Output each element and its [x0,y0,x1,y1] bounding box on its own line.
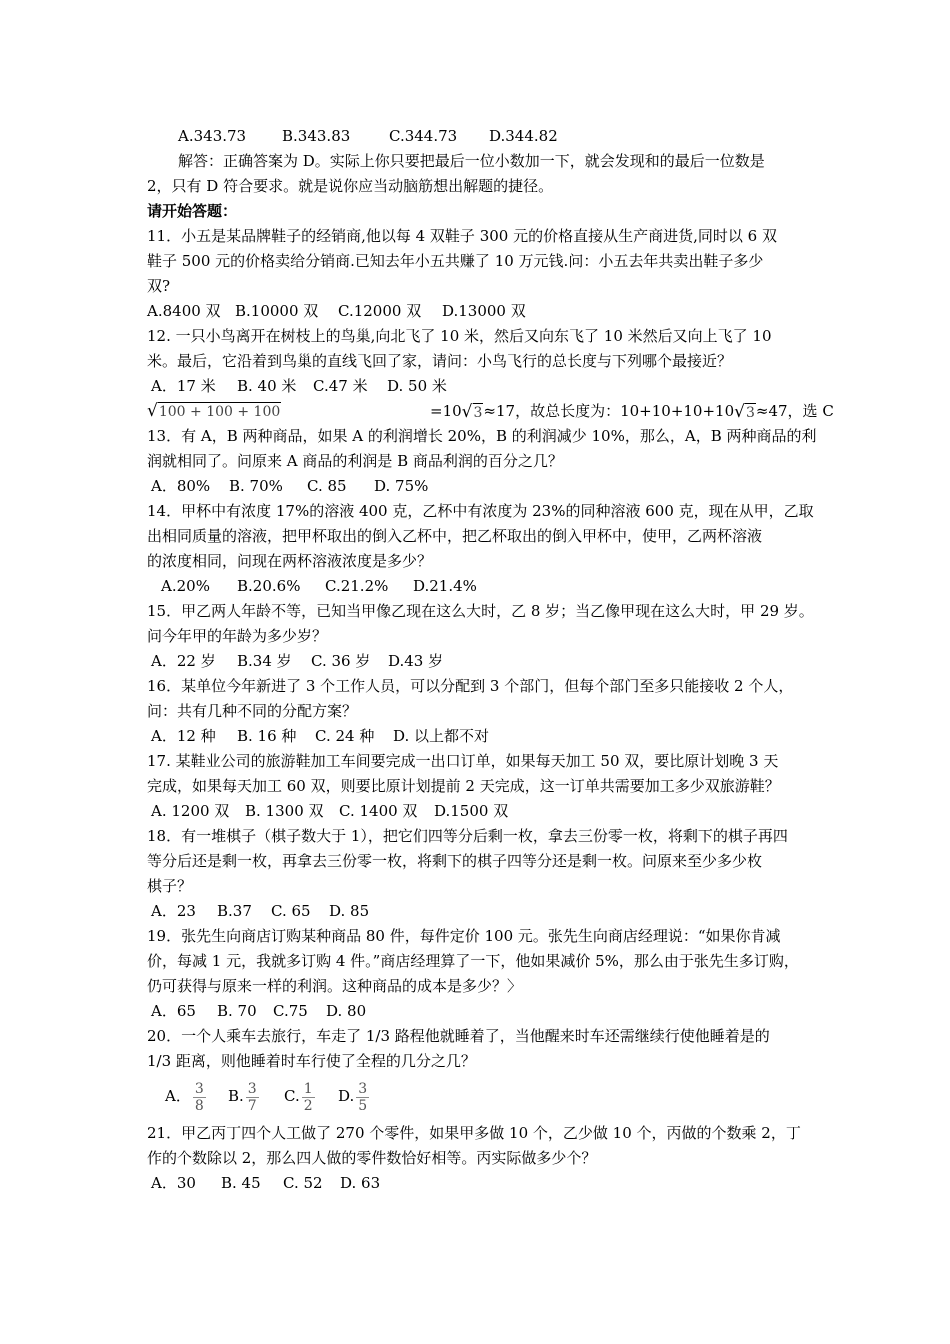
q18-option-a: A．23 [151,902,196,920]
answer-note-line-2: 2，只有 D 符合要求。就是说你应当动脑筋想出解题的捷径。 [147,177,554,195]
q12-solution-part-2: ≈17，故总长度为：10+10+10+10 [483,402,735,420]
q15-option-c: C. 36 岁 [311,652,371,670]
q16-line-1: 16．某单位今年新进了 3 个工作人员，可以分配到 3 个部门，但每个部门至多只能接收 2 个人， [147,677,794,695]
q17-line-1: 17. 某鞋业公司的旅游鞋加工车间要完成一出口订单，如果每天加工 50 双，要比原计划晚 3 天 [147,752,779,770]
q15-option-a: A．22 岁 [151,652,216,670]
q20-option-d [338,1076,371,1116]
q20-option-d-fraction [356,1081,369,1114]
q21-option-c: C. 52 [283,1174,323,1192]
q13-option-d: D. 75% [374,477,429,495]
q11-options [147,301,526,321]
q15-option-b: B.34 岁 [237,652,292,670]
q20-option-b-fraction [246,1081,259,1114]
q11-option-c: C.12000 双 [338,302,422,320]
q14-option-c: C.21.2% [325,577,389,595]
q13-line-1: 13．有 A，B 两种商品，如果 A 的利润增长 20%，B 的利润减少 10%，那么，A，B 两种商品的利 [147,427,817,445]
q16-option-a: A．12 种 [151,727,216,745]
q20-option-c-fraction [302,1081,315,1114]
q21-option-a: A．30 [151,1174,196,1192]
q11-line-1: 11．小五是某品牌鞋子的经销商,他以每 4 双鞋子 300 元的价格直接从生产商进货,同时以 6 双 [147,227,777,245]
top-options-row [178,126,558,146]
q17-option-b: B. 1300 双 [245,802,324,820]
q16-option-b: B. 16 种 [237,727,297,745]
q16-option-c: C. 24 种 [315,727,375,745]
q12-sqrt3-a: 3 [473,405,483,421]
q21-option-b: B. 45 [221,1174,261,1192]
q19-line-1: 19．张先生向商店订购某种商品 80 件，每件定价 100 元。张先生向商店经理说：“如果你肯减 [147,927,781,945]
q14-option-b: B.20.6% [237,577,301,595]
q20-line-1: 20．一个人乘车去旅行，车走了 1/3 路程他就睡着了，当他醒来时车还需继续行使他睡着是的 [147,1027,770,1045]
q14-option-a: A.20% [161,577,210,595]
q16-line-2: 问：共有几种不同的分配方案？ [147,702,358,720]
q20-option-d-label: D. [338,1087,355,1105]
answer-note-line-1: 解答：正确答案为 D。实际上你只要把最后一位小数加一下，就会发现和的最后一位数是 [178,152,765,170]
q12-line-2: 米。最后，它沿着到鸟巢的直线飞回了家，请问：小鸟飞行的总长度与下列哪个最接近？ [147,352,733,370]
q14-option-d: D.21.4% [413,577,477,595]
q15-line-1: 15．甲乙两人年龄不等，已知当甲像乙现在这么大时，乙 8 岁；当乙像甲现在这么大时，甲 29 岁。 [147,602,814,620]
q12-option-d: D. 50 米 [387,377,447,395]
fraction-numerator: 3 [358,1080,368,1097]
q20-option-b [228,1076,284,1116]
q17-option-d: D.1500 双 [434,802,509,820]
q20-line-2: 1/3 距离，则他睡着时车行使了全程的几分之几？ [147,1052,476,1070]
q18-options [151,901,369,921]
q12-sqrt-expression: √ 100 + 100 + 100 [147,401,281,421]
q12-line-1: 12. 一只小鸟离开在树枝上的鸟巢,向北飞了 10 米，然后又向东飞了 10 米然后又向上飞了 10 [147,327,772,345]
q20-option-a-label: A． [165,1087,191,1105]
fraction-numerator: 1 [303,1080,313,1097]
q21-line-2: 作的个数除以 2，那么四人做的零件数恰好相等。丙实际做多少个？ [147,1149,597,1167]
fraction-denominator: 8 [194,1097,204,1114]
q21-options [151,1173,380,1193]
q16-options [151,726,489,746]
fraction-denominator: 7 [247,1097,257,1114]
q20-options [165,1076,371,1116]
q17-options [151,801,508,821]
q19-option-d: D. 80 [326,1002,367,1020]
q17-option-a: A. 1200 双 [151,802,230,820]
q18-line-2: 等分后还是剩一枚，再拿去三份零一枚，将剩下的棋子四等分还是剩一枚。问原来至少多少枚 [147,852,763,870]
q15-line-2: 问今年甲的年龄为多少岁？ [147,627,328,645]
q12-option-c: C.47 米 [313,377,368,395]
q18-option-d: D. 85 [329,902,370,920]
q20-option-c [284,1076,338,1116]
q12-solution: =10 √ 3 ≈17，故总长度为：10+10+10+10 √ 3 ≈47，选 C [430,402,834,422]
q18-line-3: 棋子？ [147,877,193,895]
q20-option-a-fraction [193,1081,206,1114]
fraction-numerator: 3 [194,1080,204,1097]
q11-option-a: A.8400 双 [147,302,221,320]
q11-line-3: 双? [147,277,171,295]
q12-radicand: 100 + 100 + 100 [158,404,281,420]
q15-options [151,651,443,671]
q21-option-d: D. 63 [340,1174,381,1192]
q12-options [151,376,447,396]
q11-line-2: 鞋子 500 元的价格卖给分销商.已知去年小五共赚了 10 万元钱.问：小五去年共卖出鞋子多少 [147,252,764,270]
q16-option-d: D. 以上都不对 [393,727,490,745]
q21-line-1: 21．甲乙丙丁四个人工做了 270 个零件，如果甲多做 10 个，乙少做 10 个，丙做的个数乘 2，丁 [147,1124,801,1142]
q19-options [151,1001,366,1021]
q14-line-3: 的浓度相同，问现在两杯溶液浓度是多少？ [147,552,433,570]
q13-option-b: B. 70% [229,477,283,495]
fraction-denominator: 2 [303,1097,313,1114]
q13-line-2: 润就相同了。问原来 A 商品的利润是 B 商品利润的百分之几？ [147,452,563,470]
q20-option-c-label: C. [284,1087,300,1105]
q11-option-b: B.10000 双 [235,302,319,320]
option-b: B.343.83 [282,127,351,145]
q12-option-b: B. 40 米 [237,377,297,395]
q18-option-c: C. 65 [271,902,311,920]
fraction-numerator: 3 [247,1080,257,1097]
q12-option-a: A．17 米 [151,377,216,395]
q19-option-c: C.75 [273,1002,308,1020]
option-c: C.344.73 [389,127,458,145]
option-d: D.344.82 [489,127,558,145]
q19-option-b: B. 70 [217,1002,257,1020]
q14-options [161,576,477,596]
q19-line-2: 价，每减 1 元，我就多订购 4 件。”商店经理算了一下，他如果减价 5%，那么由于张先生多订购， [147,952,799,970]
q13-options [151,476,428,496]
fraction-denominator: 5 [358,1097,368,1114]
q12-sqrt3-b: 3 [745,405,755,421]
q12-solution-part-1: =10 [430,402,462,420]
q14-line-2: 出相同质量的溶液，把甲杯取出的倒入乙杯中，把乙杯取出的倒入甲杯中，使甲，乙两杯溶液 [147,527,763,545]
q17-option-c: C. 1400 双 [339,802,418,820]
q18-line-1: 18．有一堆棋子（棋子数大于 1），把它们四等分后剩一枚，拿去三份零一枚，将剩下的棋子再四 [147,827,788,845]
start-heading: 请开始答题： [147,202,238,220]
q13-option-c: C. 85 [307,477,347,495]
q20-option-b-label: B. [228,1087,244,1105]
q11-option-d: D.13000 双 [442,302,526,320]
option-a: A.343.73 [178,127,247,145]
q13-option-a: A．80% [151,477,211,495]
q14-line-1: 14．甲杯中有浓度 17%的溶液 400 克，乙杯中有浓度为 23%的同种溶液 600 克，现在从甲，乙取 [147,502,814,520]
q18-option-b: B.37 [217,902,252,920]
q19-option-a: A．65 [151,1002,196,1020]
q19-line-3: 仍可获得与原来一样的利润。这种商品的成本是多少？〉 [147,977,523,995]
q12-solution-part-3: ≈47，选 C [755,402,834,420]
q20-option-a [165,1076,228,1116]
q17-line-2: 完成，如果每天加工 60 双，则要比原计划提前 2 天完成，这一订单共需要加工多少双旅游鞋？ [147,777,780,795]
q15-option-d: D.43 岁 [388,652,444,670]
